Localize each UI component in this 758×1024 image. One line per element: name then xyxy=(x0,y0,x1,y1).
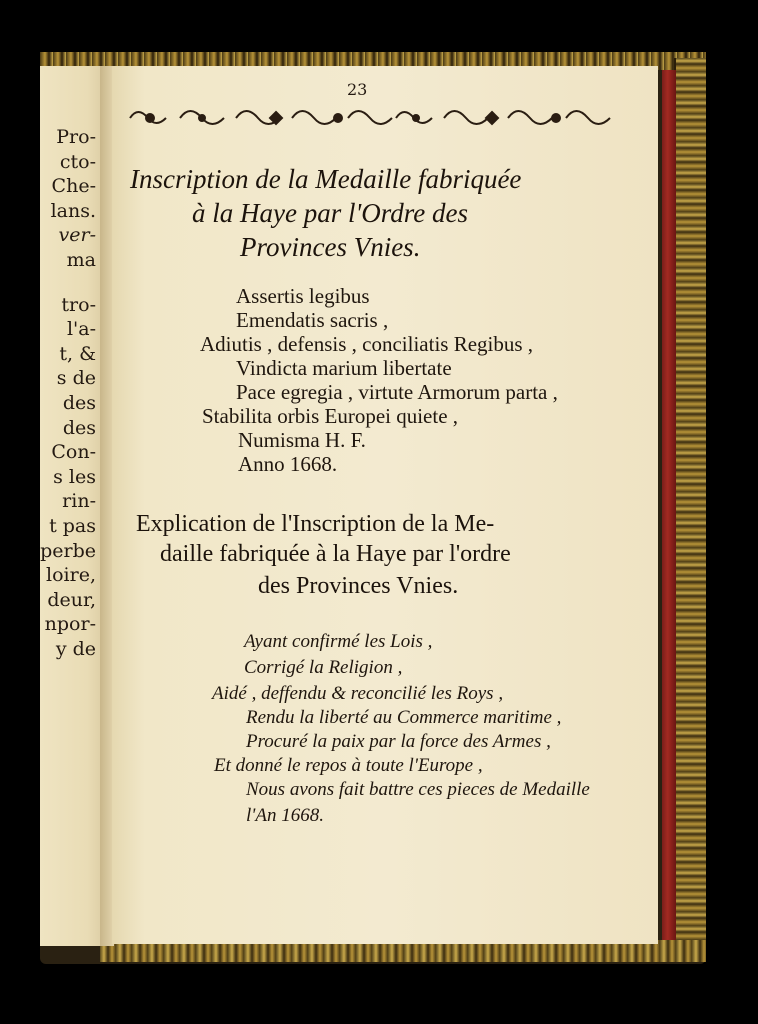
french-line-8: l'An 1668. xyxy=(246,805,324,826)
french-line-4: Rendu la liberté au Commerce maritime , xyxy=(246,707,562,728)
left-page-fragment-line: Con- xyxy=(51,441,96,464)
french-line-6: Et donné le repos à toute l'Europe , xyxy=(214,755,483,776)
left-page xyxy=(40,66,108,946)
heading-line-1: Inscription de la Medaille fabriquée xyxy=(130,164,522,194)
latin-line-7: Numisma H. F. xyxy=(238,428,366,452)
left-page-fragment-line: tro- xyxy=(61,293,96,316)
french-line-5: Procuré la paix par la force des Armes , xyxy=(246,731,551,752)
left-page-fragment-line: l'a- xyxy=(66,318,96,341)
page-number: 23 xyxy=(347,80,368,99)
left-page-fragment-line: des xyxy=(62,392,96,414)
heading-line-2: à la Haye par l'Ordre des xyxy=(192,198,468,228)
gilt-border-right xyxy=(674,58,706,948)
red-page-edge xyxy=(662,70,676,940)
french-line-3: Aidé , deffendu & reconcilié les Roys , xyxy=(212,683,504,704)
left-page-fragment-line: ver- xyxy=(58,224,96,247)
left-page-fragment-line: rin- xyxy=(62,490,96,513)
left-page-fragment-line: y de xyxy=(55,638,96,660)
left-page-fragment-line: Pro- xyxy=(56,126,96,148)
left-page-fragment-line: loire, xyxy=(46,564,96,587)
left-page-fragment-line: Che- xyxy=(51,175,96,198)
left-page-fragment-line: ma xyxy=(66,249,96,271)
explication-heading-line-3: des Provinces Vnies. xyxy=(258,573,459,599)
french-line-2: Corrigé la Religion , xyxy=(244,657,403,678)
latin-line-6: Stabilita orbis Europei quiete , xyxy=(202,404,459,428)
fleuron-ornament-band xyxy=(126,104,614,130)
left-page-fragment-line: t, & xyxy=(59,342,96,365)
left-page-fragment-line: t pas xyxy=(49,515,96,537)
left-page-fragment-line: s de xyxy=(56,367,96,390)
explication-heading-line-2: daille fabriquée à la Haye par l'ordre xyxy=(160,541,511,567)
latin-line-3: Adiutis , defensis , conciliatis Regibus , xyxy=(200,332,534,356)
latin-line-5: Pace egregia , virtute Armorum parta , xyxy=(236,380,558,404)
french-line-1: Ayant confirmé les Lois , xyxy=(244,631,433,652)
latin-line-1: Assertis legibus xyxy=(236,284,370,308)
left-page-fragment-line: des xyxy=(62,416,96,439)
left-page-fragment-line: cto- xyxy=(59,150,96,173)
explication-heading-line-1: Explication de l'Inscription de la Me- xyxy=(136,511,495,537)
french-line-7: Nous avons fait battre ces pieces de Medaille xyxy=(246,779,590,800)
left-page-fragment-line: deur, xyxy=(47,588,96,611)
latin-line-4: Vindicta marium libertate xyxy=(236,356,452,380)
left-page-fragment-line: lans. xyxy=(50,199,96,222)
left-page-fragment-line: s les xyxy=(53,465,96,488)
latin-line-2: Emendatis sacris , xyxy=(236,308,389,332)
left-page-fragment-line: npor- xyxy=(44,613,96,636)
heading-line-3: Provinces Vnies. xyxy=(240,232,421,262)
latin-line-8: Anno 1668. xyxy=(238,452,338,476)
left-page-fragment-line: perbe xyxy=(40,539,96,562)
